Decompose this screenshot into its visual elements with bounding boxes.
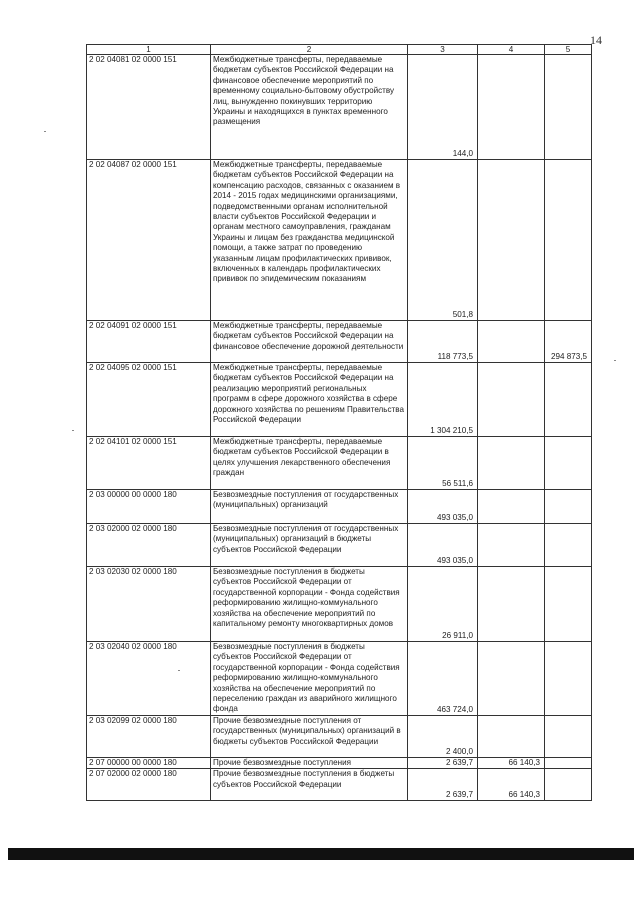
scan-edge-bar	[8, 848, 634, 860]
amount-col3-cell: 1 304 210,5	[408, 363, 478, 437]
header-col-4: 4	[478, 45, 545, 55]
table-row	[87, 55, 592, 160]
scan-speck	[178, 670, 180, 671]
amount-col3-cell: 463 724,0	[408, 642, 478, 716]
budget-code-cell: 2 02 04087 02 0000 151	[87, 160, 211, 321]
budget-code-cell: 2 02 04101 02 0000 151	[87, 437, 211, 490]
description-cell: Прочие безвозмездные поступления от государственных (муниципальных) организаций в бюджеты субъектов Российской Федерации	[211, 716, 408, 758]
scan-speck	[44, 131, 46, 132]
budget-code-cell: 2 03 00000 00 0000 180	[87, 490, 211, 524]
description-cell: Безвозмездные поступления в бюджеты субъектов Российской Федерации от государственной корпорации - Фонда содействия реформированию жилищно-коммунального хозяйства на обеспечение мероприятий по переселению граждан из аварийного жилищного фонда	[211, 642, 408, 716]
table-row	[87, 758, 592, 769]
table-row	[87, 524, 592, 567]
budget-table	[86, 44, 592, 801]
amount-col5-cell	[545, 55, 592, 160]
header-col-5: 5	[545, 45, 592, 55]
amount-col5-cell	[545, 769, 592, 801]
description-cell: Безвозмездные поступления от государственных (муниципальных) организаций	[211, 490, 408, 524]
amount-col4-cell: 66 140,3	[478, 758, 545, 769]
amount-col3-cell: 501,8	[408, 160, 478, 321]
table-header-row	[87, 45, 592, 55]
amount-col3-cell: 56 511,6	[408, 437, 478, 490]
amount-col4-cell	[478, 642, 545, 716]
table-row	[87, 490, 592, 524]
table-row	[87, 437, 592, 490]
amount-col5-cell	[545, 490, 592, 524]
table-row	[87, 567, 592, 642]
amount-col5-cell	[545, 642, 592, 716]
amount-col5-cell	[545, 437, 592, 490]
amount-col4-cell	[478, 160, 545, 321]
amount-col4-cell	[478, 363, 545, 437]
scan-speck	[614, 360, 616, 361]
table-row	[87, 321, 592, 363]
table-row	[87, 716, 592, 758]
amount-col5-cell	[545, 524, 592, 567]
page-number: 14	[590, 33, 602, 47]
amount-col3-cell: 144,0	[408, 55, 478, 160]
scan-speck	[72, 430, 74, 431]
amount-col3-cell: 26 911,0	[408, 567, 478, 642]
budget-code-cell: 2 02 04095 02 0000 151	[87, 363, 211, 437]
amount-col4-cell	[478, 524, 545, 567]
amount-col5-cell	[545, 363, 592, 437]
amount-col5-cell: 294 873,5	[545, 321, 592, 363]
amount-col4-cell	[478, 490, 545, 524]
description-cell: Безвозмездные поступления в бюджеты субъектов Российской Федерации от государственной корпорации - Фонда содействия реформированию жилищно-коммунального хозяйства на обеспечение мероприятий по капитальному ремонту многоквартирных домов	[211, 567, 408, 642]
amount-col5-cell	[545, 758, 592, 769]
amount-col5-cell	[545, 160, 592, 321]
amount-col5-cell	[545, 567, 592, 642]
amount-col3-cell: 2 400,0	[408, 716, 478, 758]
description-cell: Безвозмездные поступления от государственных (муниципальных) организаций в бюджеты субъектов Российской Федерации	[211, 524, 408, 567]
header-col-1: 1	[87, 45, 211, 55]
amount-col3-cell: 493 035,0	[408, 490, 478, 524]
amount-col4-cell	[478, 716, 545, 758]
description-cell: Прочие безвозмездные поступления в бюджеты субъектов Российской Федерации	[211, 769, 408, 801]
amount-col4-cell	[478, 321, 545, 363]
description-cell: Межбюджетные трансферты, передаваемые бюджетам субъектов Российской Федерации на финансовое обеспечение мероприятий по временному социально-бытовому обустройству лиц, вынужденно покинувших территорию Украины и находящихся в пунктах временного размещения	[211, 55, 408, 160]
amount-col3-cell: 118 773,5	[408, 321, 478, 363]
budget-code-cell: 2 03 02099 02 0000 180	[87, 716, 211, 758]
amount-col3-cell: 2 639,7	[408, 758, 478, 769]
description-cell: Межбюджетные трансферты, передаваемые бюджетам субъектов Российской Федерации на реализацию мероприятий региональных программ в сфере дорожного хозяйства в сфере дорожного хозяйства по решениям Правительства Российской Федерации	[211, 363, 408, 437]
amount-col4-cell	[478, 437, 545, 490]
header-col-3: 3	[408, 45, 478, 55]
description-cell: Межбюджетные трансферты, передаваемые бюджетам субъектов Российской Федерации на компенсацию расходов, связанных с оказанием в 2014 - 2015 годах медицинскими организациями, подведомственными органам исполнительной власти субъектов Российской Федерации и органам местного самоуправления, гражданам Украины и лицам без гражданства медицинской помощи, а также затрат по проведению указанным лицам профилактических прививок, включенных в календарь профилактических прививок по эпидемическим показаниям	[211, 160, 408, 321]
amount-col4-cell	[478, 55, 545, 160]
header-col-2: 2	[211, 45, 408, 55]
amount-col5-cell	[545, 716, 592, 758]
table-row	[87, 769, 592, 801]
table-row	[87, 160, 592, 321]
budget-code-cell: 2 02 04091 02 0000 151	[87, 321, 211, 363]
budget-code-cell: 2 02 04081 02 0000 151	[87, 55, 211, 160]
budget-code-cell: 2 03 02030 02 0000 180	[87, 567, 211, 642]
budget-code-cell: 2 03 02000 02 0000 180	[87, 524, 211, 567]
amount-col4-cell: 66 140,3	[478, 769, 545, 801]
amount-col3-cell: 493 035,0	[408, 524, 478, 567]
amount-col3-cell: 2 639,7	[408, 769, 478, 801]
budget-code-cell: 2 07 02000 02 0000 180	[87, 769, 211, 801]
description-cell: Межбюджетные трансферты, передаваемые бюджетам субъектов Российской Федерации на финансовое обеспечение дорожной деятельности	[211, 321, 408, 363]
table-row	[87, 363, 592, 437]
table-row	[87, 642, 592, 716]
budget-code-cell: 2 07 00000 00 0000 180	[87, 758, 211, 769]
description-cell: Межбюджетные трансферты, передаваемые бюджетам субъектов Российской Федерации в целях улучшения лекарственного обеспечения граждан	[211, 437, 408, 490]
amount-col4-cell	[478, 567, 545, 642]
budget-code-cell: 2 03 02040 02 0000 180	[87, 642, 211, 716]
description-cell: Прочие безвозмездные поступления	[211, 758, 408, 769]
